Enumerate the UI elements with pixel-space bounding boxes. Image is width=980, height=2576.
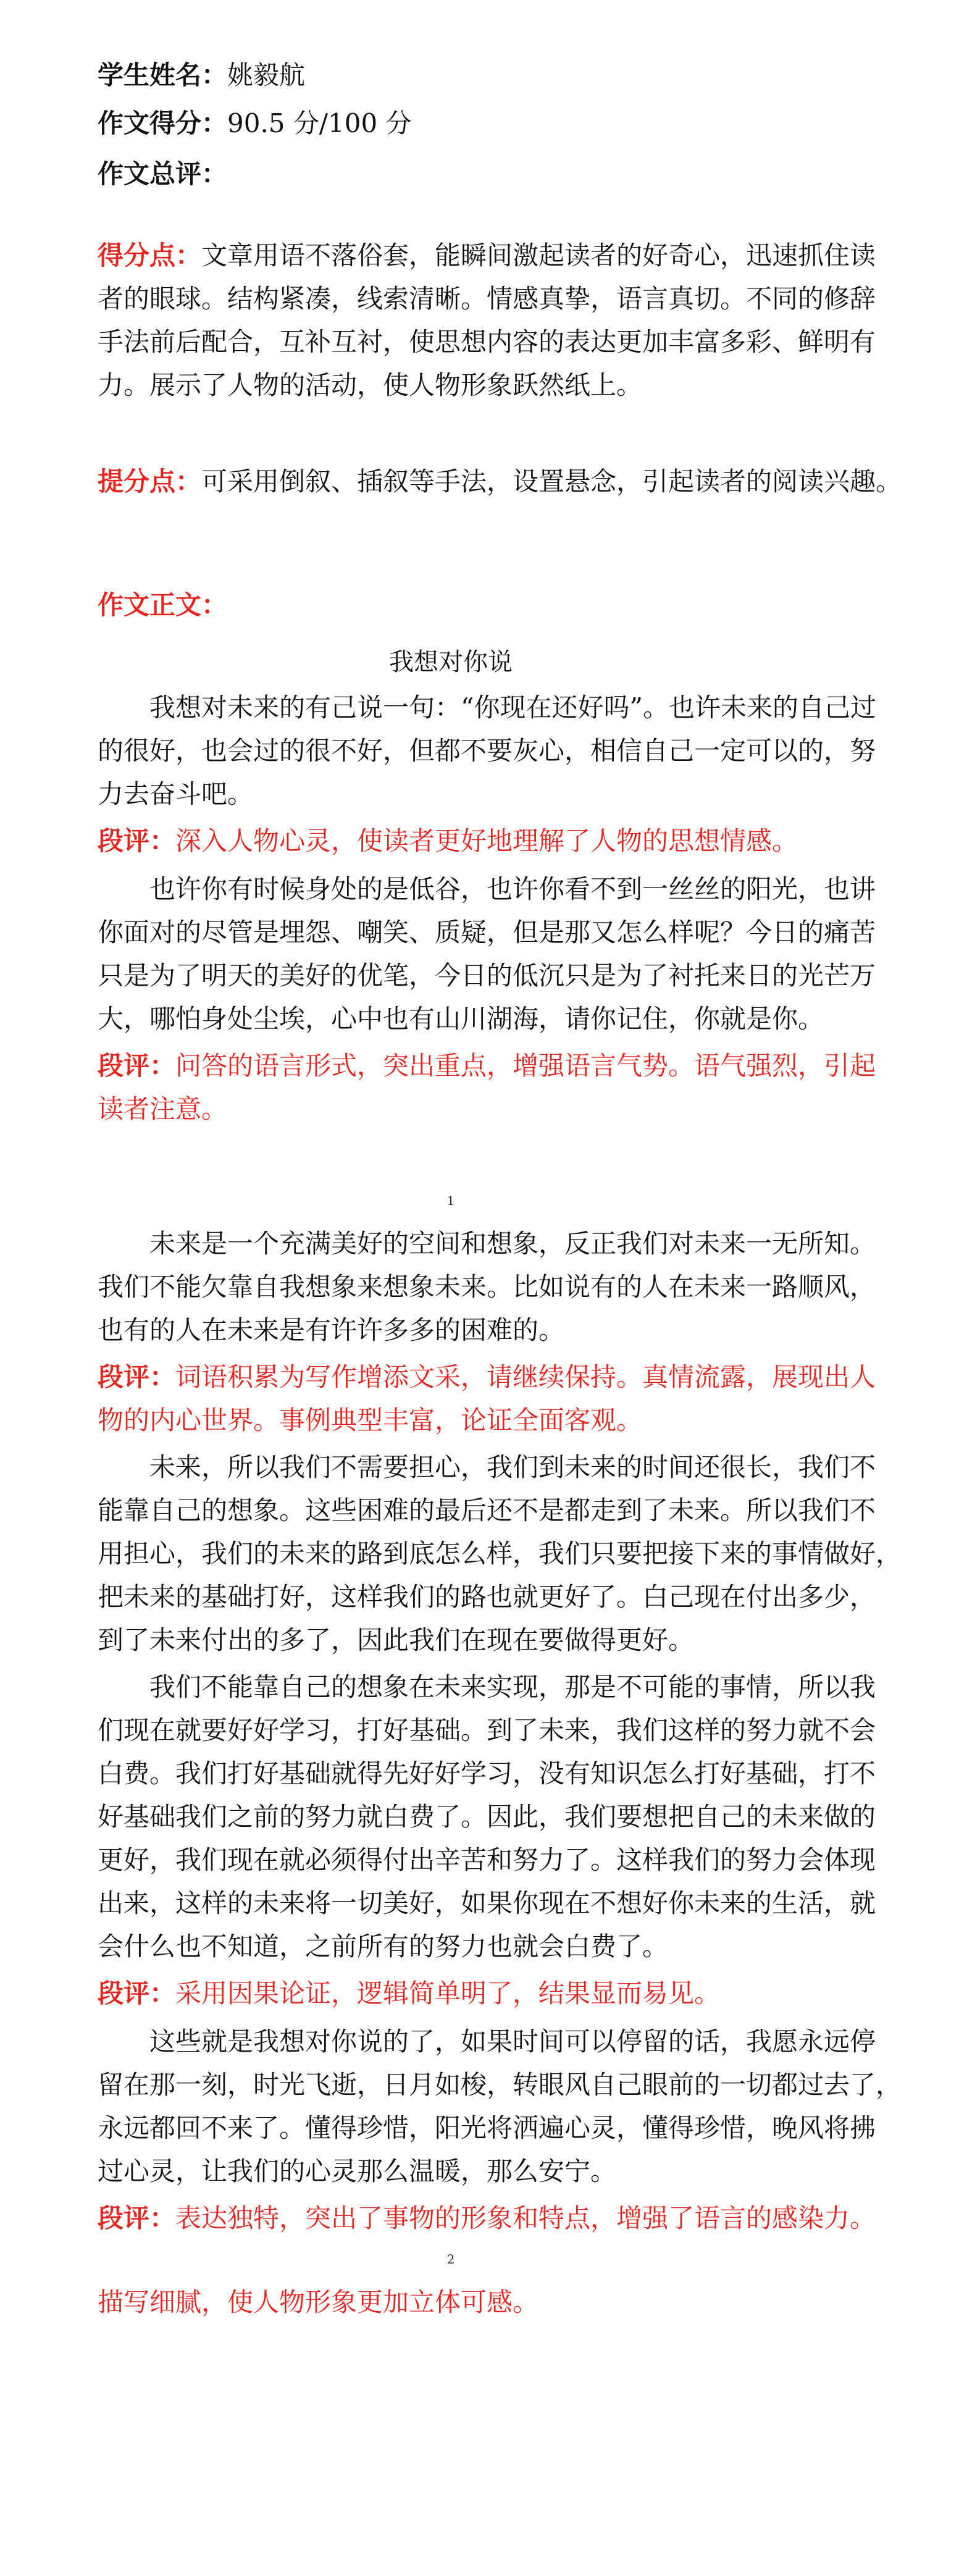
paragraph-line: 会什么也不知道，之前所有的努力也就会白费了。	[98, 1931, 669, 1961]
strength-line: 手法前后配合，互补互衬，使思想内容的表达更加丰富多彩、鲜明有	[98, 327, 876, 357]
comment-label: 段评：	[98, 1978, 176, 2008]
comment-line: 读者注意。	[98, 1094, 228, 1124]
improve-line	[98, 466, 902, 498]
comment-line	[98, 1050, 876, 1082]
strength-text: 文章用语不落俗套，能瞬间激起读者的好奇心，迅速抓住读	[201, 240, 876, 271]
student-name-value: 姚毅航	[227, 60, 306, 90]
paragraph-line: 留在那一刻，时光飞逝，日月如梭，转眼风自己眼前的一切都过去了，	[98, 2070, 902, 2100]
strength-label: 得分点：	[98, 240, 202, 271]
paragraph-line: 白费。我们打好基础就得先好好学习，没有知识怎么打好基础，打不	[98, 1758, 876, 1789]
comment-text: 词语积累为写作增添文采，请继续保持。真情流露，展现出人	[175, 1362, 876, 1392]
paragraph-line: 未来是一个充满美好的空间和想象，反正我们对未来一无所知。	[149, 1228, 876, 1259]
paragraph-line: 把未来的基础打好，这样我们的路也就更好了。白己现在付出多少，	[98, 1582, 876, 1612]
student-name-row	[98, 59, 305, 91]
strength-line: 力。展示了人物的活动，使人物形象跃然纸上。	[98, 370, 643, 400]
paragraph-line: 也有的人在未来是有许许多多的困难的。	[98, 1315, 565, 1345]
comment-line	[98, 825, 798, 857]
essay-label: 作文正文：	[98, 590, 228, 620]
comment-line: 物的内心世界。事例典型丰富，论证全面客观。	[98, 1405, 643, 1435]
comment-text: 采用因果论证，逻辑简单明了，结果显而易见。	[175, 1978, 721, 2008]
paragraph-line: 永远都回不来了。懂得珍惜，阳光将洒遍心灵，懂得珍惜，晚风将拂	[98, 2113, 876, 2143]
comment-line: 描写细腻，使人物形象更加立体可感。	[98, 2287, 539, 2317]
paragraph-line: 我们不能靠自己的想象在未来实现，那是不可能的事情，所以我	[149, 1672, 876, 1702]
paragraph-line: 你面对的尽管是埋怨、嘲笑、质疑，但是那又怎么样呢？今日的痛苦	[98, 917, 876, 947]
strength-line	[98, 240, 876, 272]
paragraph-line: 过心灵，让我们的心灵那么温暖，那么安宁。	[98, 2156, 617, 2186]
comment-line	[98, 1978, 720, 2010]
page-number: 1	[446, 1193, 455, 1208]
paragraph-line: 大，哪怕身处尘埃，心中也有山川湖海，请你记住，你就是你。	[98, 1004, 824, 1034]
comment-text: 表达独特，突出了事物的形象和特点，增强了语言的感染力。	[175, 2203, 876, 2233]
paragraph-line: 用担心，我们的未来的路到底怎么样，我们只要把接下来的事情做好，	[98, 1538, 902, 1569]
paragraph-line: 也许你有时候身处的是低谷，也许你看不到一丝丝的阳光，也讲	[149, 874, 876, 904]
paragraph-line: 我们不能欠靠自我想象来想象未来。比如说有的人在未来一路顺风，	[98, 1272, 876, 1302]
student-name-label: 学生姓名：	[98, 60, 228, 90]
comment-line	[98, 2202, 876, 2234]
paragraph-line: 的很好，也会过的很不好，但都不要灰心，相信自己一定可以的，努	[98, 736, 876, 766]
paragraph-line: 未来，所以我们不需要担心，我们到未来的时间还很长，我们不	[149, 1452, 876, 1482]
paragraph-line: 这些就是我想对你说的了，如果时间可以停留的话，我愿永远停	[149, 2026, 876, 2057]
paragraph-line: 只是为了明天的美好的优笔，今日的低沉只是为了衬托来日的光芒万	[98, 960, 876, 991]
comment-label: 段评：	[98, 1051, 176, 1081]
comment-label: 段评：	[98, 2203, 176, 2233]
paragraph-line: 出来，这样的未来将一切美好，如果你现在不想好你未来的生活，就	[98, 1888, 876, 1918]
comment-text: 深入人物心灵，使读者更好地理解了人物的思想情感。	[175, 826, 798, 856]
improve-text: 可采用倒叙、插叙等手法，设置悬念，引起读者的阅读兴趣。	[201, 466, 902, 497]
comment-text: 问答的语言形式，突出重点，增强语言气势。语气强烈，引起	[175, 1051, 876, 1081]
page-number: 2	[446, 2252, 455, 2267]
paragraph-line: 好基础我们之前的努力就白费了。因此，我们要想把自己的未来做的	[98, 1802, 876, 1832]
comment-line	[98, 1361, 876, 1393]
paragraph-line: 力去奋斗吧。	[98, 779, 254, 809]
comment-label: 段评：	[98, 826, 176, 856]
essay-title: 我想对你说	[389, 648, 513, 676]
paragraph-line: 我想对未来的有己说一句：“你现在还好吗”。也许未来的自己过	[149, 692, 876, 723]
summary-label: 作文总评：	[98, 159, 228, 189]
comment-label: 段评：	[98, 1362, 176, 1392]
score-row	[98, 107, 412, 140]
score-label: 作文得分：	[98, 108, 228, 138]
score-value: 90.5 分/100 分	[227, 108, 412, 138]
paragraph-line: 能靠自己的想象。这些困难的最后还不是都走到了未来。所以我们不	[98, 1495, 876, 1525]
improve-label: 提分点：	[98, 466, 202, 497]
paragraph-line: 到了未来付出的多了，因此我们在现在要做得更好。	[98, 1625, 695, 1655]
paragraph-line: 们现在就要好好学习，打好基础。到了未来，我们这样的努力就不会	[98, 1715, 876, 1745]
paragraph-line: 更好，我们现在就必须得付出辛苦和努力了。这样我们的努力会体现	[98, 1845, 876, 1875]
strength-line: 者的眼球。结构紧凑，线索清晰。情感真挚，语言真切。不同的修辞	[98, 283, 876, 314]
